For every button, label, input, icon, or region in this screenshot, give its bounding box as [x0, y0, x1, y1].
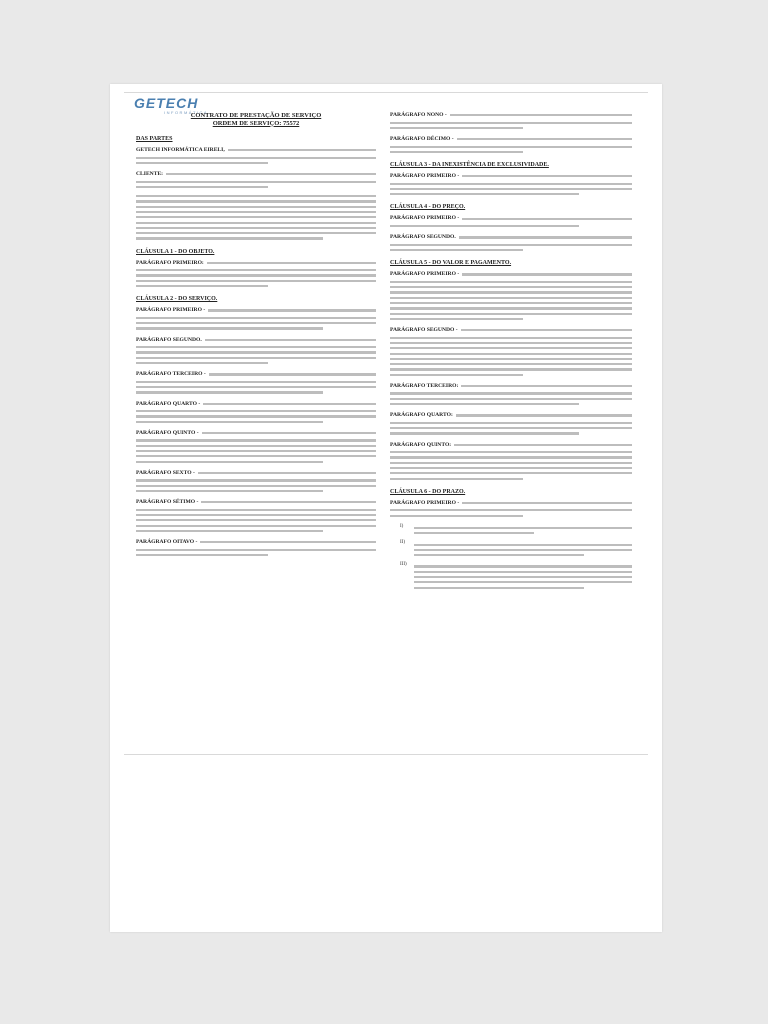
text-line-placeholder: [390, 225, 579, 227]
text-line-placeholder: [390, 374, 523, 376]
paragraph-first-line: [390, 271, 632, 278]
text-line-placeholder: [136, 381, 376, 383]
text-line-placeholder: [462, 273, 632, 275]
text-line-placeholder: [390, 122, 632, 124]
text-line-placeholder: [136, 485, 376, 487]
paragraph-first-line: [136, 337, 376, 344]
text-line-placeholder: [136, 322, 376, 324]
text-line-placeholder: [414, 576, 632, 578]
contract-paragraph: [390, 327, 632, 376]
paragraph-first-line: [136, 470, 376, 477]
paragraph-label: PARÁGRAFO PRIMEIRO -: [390, 499, 460, 506]
text-line-placeholder: [136, 415, 376, 417]
text-line-placeholder: [136, 410, 376, 412]
contract-paragraph: [390, 383, 632, 405]
text-line-placeholder: [390, 358, 632, 360]
text-line-placeholder: [136, 195, 376, 197]
text-line-placeholder: [136, 269, 376, 271]
text-line-placeholder: [414, 587, 584, 589]
text-line-placeholder: [136, 357, 376, 359]
text-line-placeholder: [136, 181, 376, 183]
contract-paragraph: [136, 499, 376, 532]
text-line-placeholder: [209, 373, 376, 375]
contract-paragraph: [390, 500, 632, 517]
paragraph-first-line: [390, 442, 632, 449]
text-line-placeholder: [390, 146, 632, 148]
text-line-placeholder: [414, 581, 632, 583]
text-line-placeholder: [390, 478, 523, 480]
text-line-placeholder: [390, 347, 632, 349]
text-line-placeholder: [136, 274, 376, 276]
paragraph-label: PARÁGRAFO NONO -: [390, 112, 447, 118]
contract-paragraph: [390, 215, 632, 227]
text-line-placeholder: [390, 363, 632, 365]
clause-heading: CLÁUSULA 2 - DO SERVIÇO.: [136, 296, 218, 303]
paragraph-first-line: [390, 500, 632, 507]
contract-paragraph: [390, 271, 632, 320]
contract-paragraph: [136, 260, 376, 288]
text-line-placeholder: [390, 422, 632, 424]
text-line-placeholder: [390, 318, 523, 320]
text-line-placeholder: [136, 461, 323, 463]
clause-heading: CLÁUSULA 4 - DO PREÇO.: [390, 204, 466, 211]
text-line-placeholder: [390, 432, 579, 434]
text-line-placeholder: [136, 391, 323, 393]
text-line-placeholder: [390, 398, 632, 400]
text-line-placeholder: [205, 339, 376, 341]
paragraph-label: PARÁGRAFO SEGUNDO.: [136, 336, 202, 343]
contract-paragraph: [136, 430, 376, 463]
paragraph-first-line: [390, 173, 632, 180]
numbered-item: [400, 524, 632, 538]
text-line-placeholder: [136, 157, 376, 159]
text-line-placeholder: [390, 281, 632, 283]
contract-paragraph: [136, 171, 376, 188]
text-line-placeholder: [136, 554, 268, 556]
text-line-placeholder: [462, 502, 632, 504]
paragraph-label: PARÁGRAFO DÉCIMO -: [390, 136, 454, 143]
paragraph-first-line: [136, 539, 376, 546]
text-line-placeholder: [136, 514, 376, 516]
text-line-placeholder: [462, 175, 632, 177]
paragraph-first-line: [390, 412, 632, 419]
text-line-placeholder: [136, 439, 376, 441]
text-line-placeholder: [390, 462, 632, 464]
contract-paragraph: [390, 412, 632, 434]
paragraph-label: PARÁGRAFO PRIMEIRO -: [390, 271, 460, 278]
text-line-placeholder: [228, 149, 376, 151]
contract-paragraph: [136, 371, 376, 393]
contract-paragraph: [136, 539, 376, 556]
contract-paragraph: [390, 112, 632, 129]
contract-paragraph: [136, 147, 376, 164]
clause-heading: CLÁUSULA 3 - DA INEXISTÊNCIA DE EXCLUSIVIDADE.: [390, 162, 549, 169]
text-line-placeholder: [390, 291, 632, 293]
text-line-placeholder: [390, 392, 632, 394]
text-line-placeholder: [136, 237, 323, 239]
paragraph-label: PARÁGRAFO SÉTIMO -: [136, 499, 199, 506]
text-line-placeholder: [390, 307, 632, 309]
text-line-placeholder: [200, 541, 376, 543]
contract-paragraph: [136, 337, 376, 365]
text-line-placeholder: [390, 456, 632, 458]
paragraph-first-line: [136, 147, 376, 154]
text-line-placeholder: [166, 173, 376, 175]
right-column: [390, 112, 632, 595]
text-line-placeholder: [136, 280, 376, 282]
paragraph-first-line: [390, 112, 632, 119]
numbered-item: [400, 540, 632, 559]
text-line-placeholder: [136, 386, 376, 388]
contract-page: [110, 84, 662, 932]
text-line-placeholder: [459, 236, 632, 238]
paragraph-first-line: [136, 430, 376, 437]
text-line-placeholder: [390, 193, 579, 195]
text-line-placeholder: [454, 444, 632, 446]
paragraph-first-line: [390, 383, 632, 390]
text-line-placeholder: [136, 351, 376, 353]
text-line-placeholder: [390, 427, 632, 429]
left-column: [136, 112, 376, 563]
text-line-placeholder: [456, 414, 632, 416]
text-line-placeholder: [390, 183, 632, 185]
text-line-placeholder: [207, 262, 376, 264]
paragraph-first-line: [390, 136, 632, 143]
paragraph-first-line: [390, 215, 632, 222]
text-line-placeholder: [390, 286, 632, 288]
contract-paragraph: [390, 442, 632, 480]
paragraph-label: PARÁGRAFO QUINTO -: [136, 429, 199, 436]
item-body: [414, 524, 632, 538]
paragraph-label: PARÁGRAFO PRIMEIRO -: [390, 173, 460, 180]
text-line-placeholder: [390, 249, 523, 251]
text-line-placeholder: [202, 432, 376, 434]
contract-paragraph: [136, 470, 376, 492]
paragraph-label: PARÁGRAFO PRIMEIRO -: [390, 215, 460, 222]
numbered-items: [400, 524, 632, 592]
text-line-placeholder: [136, 421, 323, 423]
text-line-placeholder: [136, 162, 268, 164]
text-line-placeholder: [136, 445, 376, 447]
text-line-placeholder: [390, 451, 632, 453]
paragraph-label: PARÁGRAFO SEGUNDO.: [390, 234, 456, 241]
text-line-placeholder: [201, 501, 376, 503]
text-line-placeholder: [136, 186, 268, 188]
order-number: ORDEM DE SERVIÇO: 75572: [212, 119, 300, 127]
logo-mark: GETECH: [134, 95, 199, 111]
numbered-item: [400, 562, 632, 592]
paragraph-first-line: [136, 371, 376, 378]
text-line-placeholder: [136, 509, 376, 511]
contract-paragraph: [136, 401, 376, 423]
text-line-placeholder: [390, 509, 632, 511]
paragraph-label: PARÁGRAFO QUARTO:: [390, 412, 453, 419]
logo-tagline: INFORMÁTICA: [164, 110, 209, 115]
text-line-placeholder: [136, 549, 376, 551]
contract-paragraph: [136, 195, 376, 239]
text-line-placeholder: [136, 450, 376, 452]
text-line-placeholder: [390, 188, 632, 190]
paragraph-label: PARÁGRAFO PRIMEIRO:: [136, 259, 204, 266]
left-column-body: [136, 136, 376, 556]
right-column-body: [390, 112, 632, 517]
text-line-placeholder: [136, 227, 376, 229]
text-line-placeholder: [450, 114, 632, 116]
item-number: III): [400, 562, 407, 568]
text-line-placeholder: [414, 532, 534, 534]
text-line-placeholder: [390, 127, 523, 129]
text-line-placeholder: [136, 327, 323, 329]
text-line-placeholder: [414, 544, 632, 546]
contract-paragraph: [390, 136, 632, 153]
text-line-placeholder: [136, 525, 376, 527]
text-line-placeholder: [136, 530, 323, 532]
text-line-placeholder: [136, 490, 323, 492]
text-line-placeholder: [136, 455, 376, 457]
text-line-placeholder: [136, 232, 376, 234]
clause-heading: CLÁUSULA 6 - DO PRAZO.: [390, 488, 466, 495]
text-line-placeholder: [203, 403, 376, 405]
text-line-placeholder: [390, 472, 632, 474]
item-body: [414, 540, 632, 559]
paragraph-first-line: [136, 260, 376, 267]
paragraph-label: PARÁGRAFO QUINTO:: [390, 441, 452, 448]
paragraph-first-line: [136, 171, 376, 178]
text-line-placeholder: [136, 362, 268, 364]
text-line-placeholder: [414, 571, 632, 573]
text-line-placeholder: [136, 211, 376, 213]
text-line-placeholder: [390, 368, 632, 370]
item-number: I): [400, 523, 404, 529]
paragraph-label: PARÁGRAFO SEXTO -: [136, 469, 195, 476]
text-line-placeholder: [414, 565, 632, 567]
text-line-placeholder: [390, 151, 523, 153]
text-line-placeholder: [414, 527, 632, 529]
paragraph-label: PARÁGRAFO PRIMEIRO -: [136, 307, 206, 314]
contract-title: CONTRATO DE PRESTAÇÃO DE SERVIÇO: [190, 112, 322, 119]
text-line-placeholder: [136, 519, 376, 521]
text-line-placeholder: [208, 309, 376, 311]
contract-paragraph: [390, 173, 632, 195]
paragraph-label: PARÁGRAFO QUARTO -: [136, 400, 201, 407]
paragraph-first-line: [136, 401, 376, 408]
bottom-divider: [124, 754, 648, 755]
paragraph-first-line: [136, 499, 376, 506]
paragraph-label: PARÁGRAFO TERCEIRO:: [390, 382, 459, 389]
item-body: [414, 562, 632, 592]
clause-heading: CLÁUSULA 5 - DO VALOR E PAGAMENTO.: [390, 260, 512, 267]
paragraph-first-line: [390, 327, 632, 334]
text-line-placeholder: [390, 467, 632, 469]
item-number: II): [400, 540, 405, 546]
text-line-placeholder: [390, 313, 632, 315]
text-line-placeholder: [136, 317, 376, 319]
text-line-placeholder: [198, 472, 376, 474]
paragraph-label: GETECH INFORMÁTICA EIRELI,: [136, 147, 225, 153]
text-line-placeholder: [390, 302, 632, 304]
text-line-placeholder: [390, 515, 523, 517]
clause-heading: CLÁUSULA 1 - DO OBJETO.: [136, 248, 215, 255]
paragraph-label: PARÁGRAFO SEGUNDO -: [390, 327, 458, 334]
text-line-placeholder: [461, 385, 632, 387]
text-line-placeholder: [390, 342, 632, 344]
text-line-placeholder: [457, 138, 632, 140]
text-line-placeholder: [136, 200, 376, 202]
text-line-placeholder: [414, 554, 584, 556]
paragraph-first-line: [136, 307, 376, 314]
text-line-placeholder: [136, 206, 376, 208]
text-line-placeholder: [462, 218, 632, 220]
contract-paragraph: [390, 234, 632, 251]
clause-heading: DAS PARTES: [136, 136, 173, 142]
paragraph-first-line: [390, 234, 632, 241]
paragraph-label: PARÁGRAFO OITAVO -: [136, 539, 198, 545]
paragraph-label: CLIENTE:: [136, 171, 164, 178]
text-line-placeholder: [390, 337, 632, 339]
text-line-placeholder: [136, 346, 376, 348]
top-divider: [124, 92, 648, 93]
text-line-placeholder: [461, 329, 632, 331]
text-line-placeholder: [414, 549, 632, 551]
text-line-placeholder: [136, 285, 268, 287]
contract-paragraph: [136, 307, 376, 329]
text-line-placeholder: [390, 403, 579, 405]
text-line-placeholder: [136, 479, 376, 481]
text-line-placeholder: [390, 353, 632, 355]
text-line-placeholder: [390, 244, 632, 246]
paragraph-label: PARÁGRAFO TERCEIRO -: [136, 371, 206, 378]
text-line-placeholder: [136, 222, 376, 224]
text-line-placeholder: [136, 216, 376, 218]
text-line-placeholder: [390, 297, 632, 299]
